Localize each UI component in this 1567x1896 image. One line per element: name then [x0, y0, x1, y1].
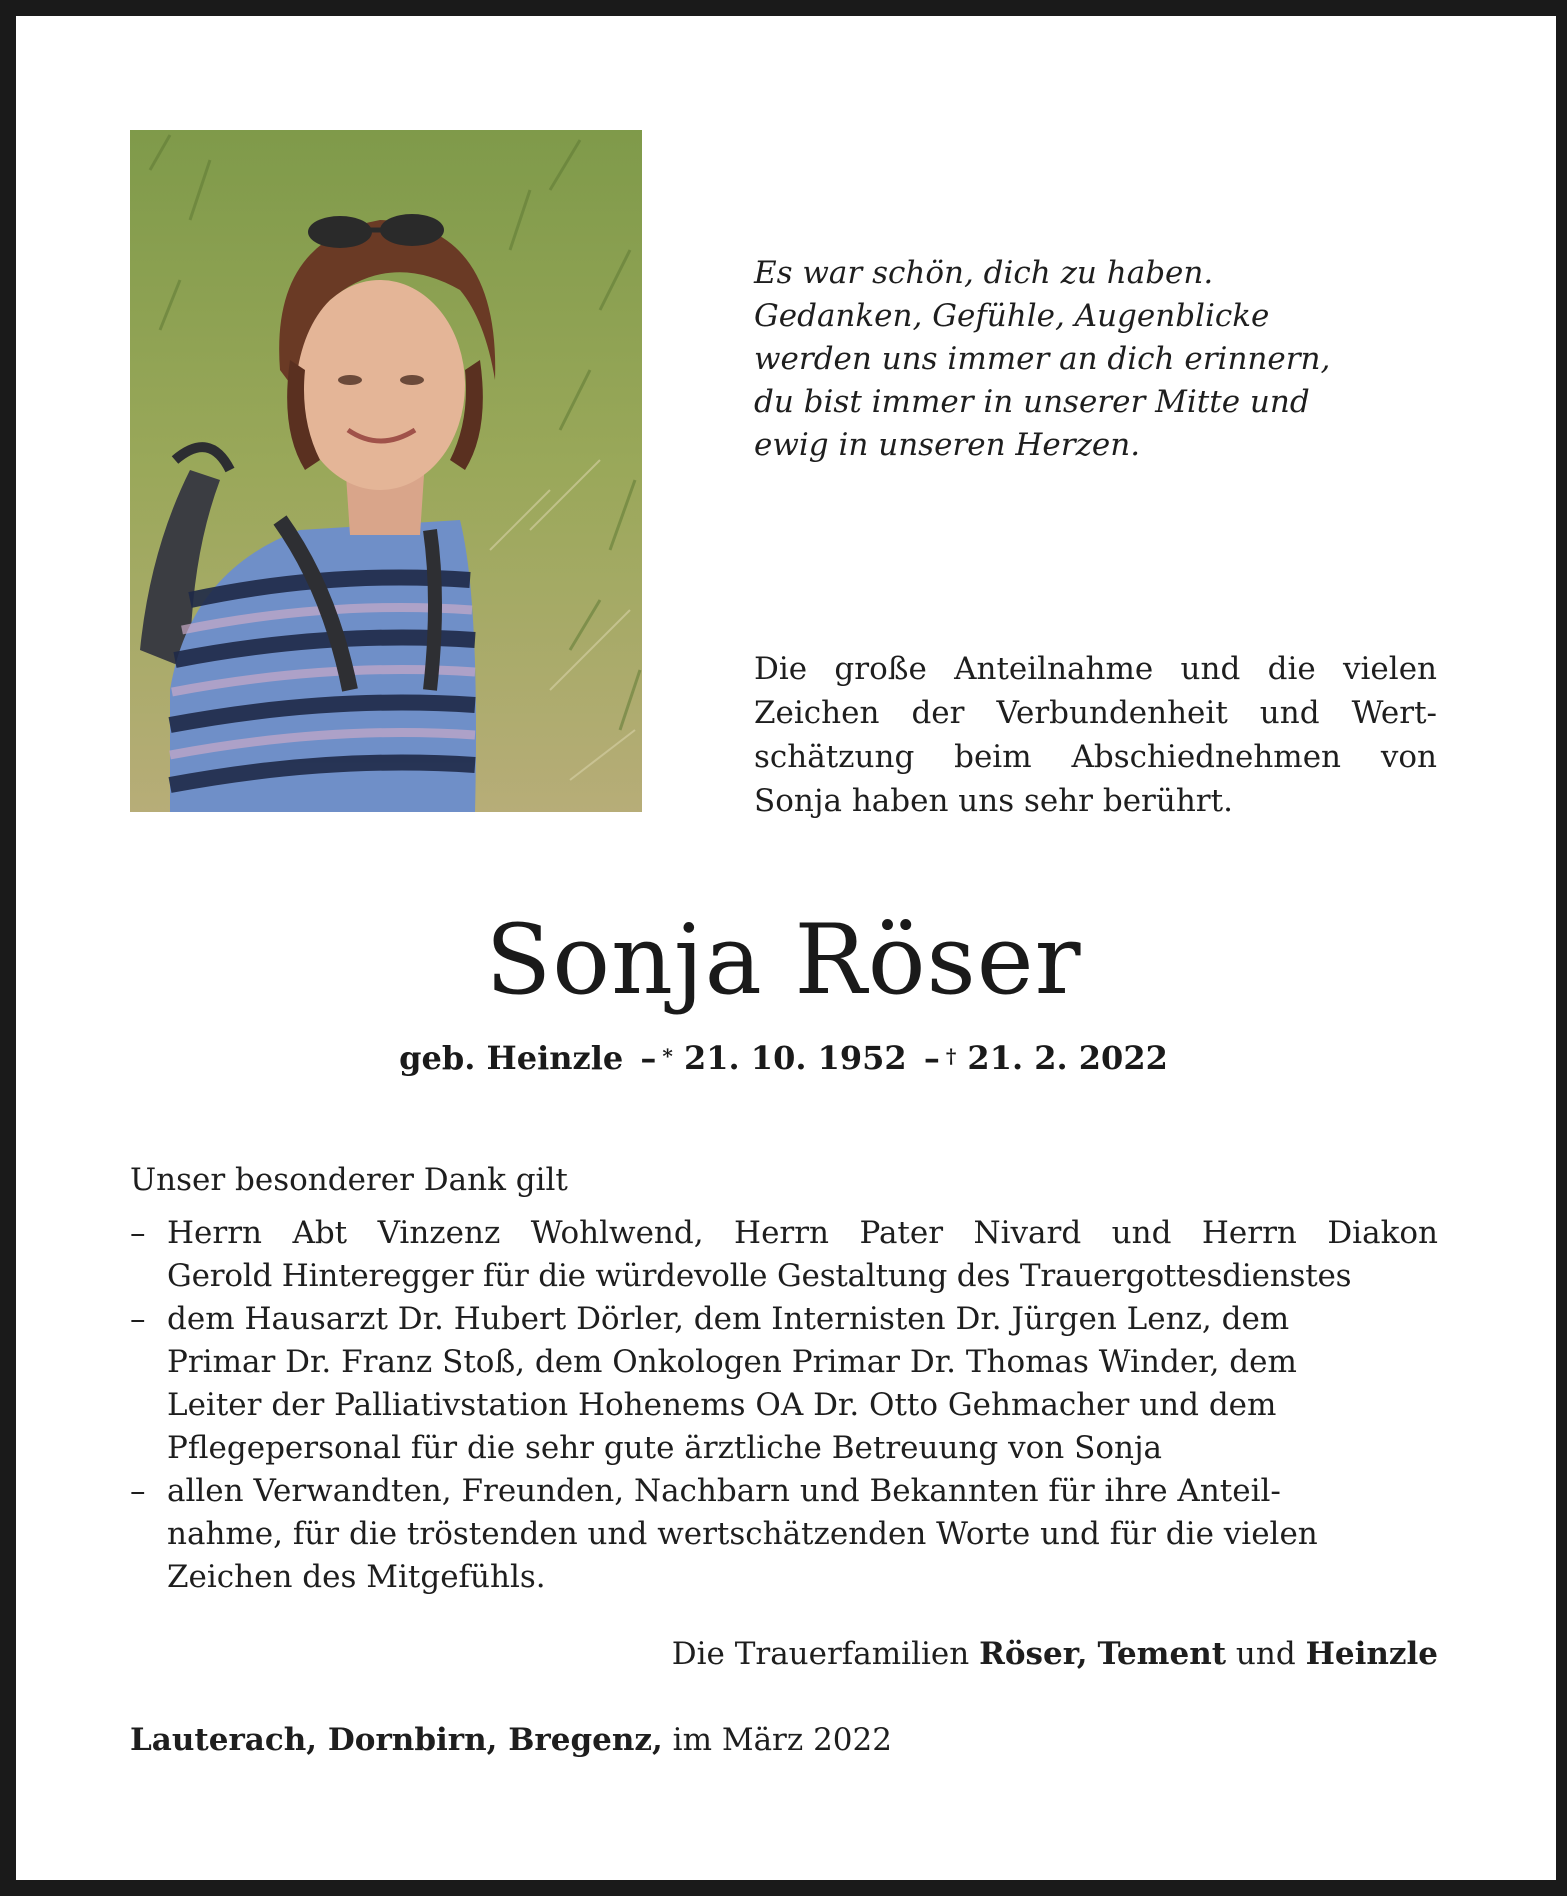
signature-conjunction: und [1235, 1636, 1296, 1672]
death-date: 21. 2. 2022 [967, 1039, 1168, 1077]
poem [754, 252, 1474, 467]
list-item-line: allen Verwandten, Freunden, Nachbarn und Bekannten für ihre Anteil- [167, 1473, 1281, 1509]
maiden-name: geb. Heinzle [399, 1039, 624, 1077]
thanks-line: Sonja haben uns sehr berührt. [754, 783, 1233, 819]
list-item-line: nahme, für die tröstenden und wertschätzenden Worte und für die vielen [167, 1516, 1318, 1552]
poem-line: du bist immer in unserer Mitte und [754, 384, 1310, 420]
life-dates [0, 1036, 1567, 1080]
list-item-line: dem Hausarzt Dr. Hubert Dörler, dem Internisten Dr. Jürgen Lenz, dem [167, 1301, 1290, 1337]
date: im März 2022 [672, 1722, 892, 1758]
places: Lauterach, Dornbirn, Bregenz, [130, 1722, 663, 1758]
family-name: Tement [1097, 1636, 1227, 1672]
poem-line: werden uns immer an dich erinnern, [754, 341, 1331, 377]
thanks-line: Zeichen der Verbundenheit und Wert- [754, 695, 1437, 731]
died-symbol: † [945, 1044, 957, 1068]
list-item-line: Gerold Hinteregger für die würdevolle Gestaltung des Trauergottesdienstes [167, 1258, 1352, 1294]
thanks-paragraph [754, 647, 1437, 823]
family-name: Heinzle [1305, 1636, 1438, 1672]
list-item [130, 1470, 1438, 1599]
list-item-line: Leiter der Palliativstation Hohenems OA Dr. Otto Gehmacher und dem [167, 1387, 1277, 1423]
list-dash: – [130, 1215, 146, 1251]
family-name: Röser, [979, 1636, 1088, 1672]
dash: – [640, 1039, 657, 1077]
poem-line: ewig in unseren Herzen. [754, 427, 1141, 463]
list-item-line: Pflegepersonal für die sehr gute ärztliche Betreuung von Sonja [167, 1430, 1163, 1466]
list-dash: – [130, 1473, 146, 1509]
gratitude-intro: Unser besonderer Dank gilt [130, 1162, 568, 1198]
thanks-line: schätzung beim Abschiednehmen von [754, 739, 1437, 775]
deceased-name: Sonja Röser [485, 904, 1082, 1016]
poem-line: Gedanken, Gefühle, Augenblicke [754, 298, 1270, 334]
list-item [130, 1298, 1438, 1470]
list-item-line: Primar Dr. Franz Stoß, dem Onkologen Primar Dr. Thomas Winder, dem [167, 1344, 1297, 1380]
place-date [130, 1718, 892, 1762]
thanks-line: Die große Anteilnahme und die vielen [754, 651, 1437, 687]
birth-date: 21. 10. 1952 [683, 1039, 907, 1077]
list-dash: – [130, 1301, 146, 1337]
signature-prefix: Die Trauerfamilien [671, 1636, 970, 1672]
dash: – [923, 1039, 940, 1077]
poem-line: Es war schön, dich zu haben. [754, 255, 1214, 291]
list-item-line: Zeichen des Mitgefühls. [167, 1559, 546, 1595]
list-item [130, 1212, 1438, 1298]
gratitude-list [130, 1212, 1438, 1599]
list-item-line: Herrn Abt Vinzenz Wohlwend, Herrn Pater Nivard und Herrn Diakon [167, 1215, 1438, 1251]
signature [672, 1632, 1438, 1676]
portrait-photo [130, 130, 642, 812]
born-symbol: * [662, 1044, 673, 1068]
